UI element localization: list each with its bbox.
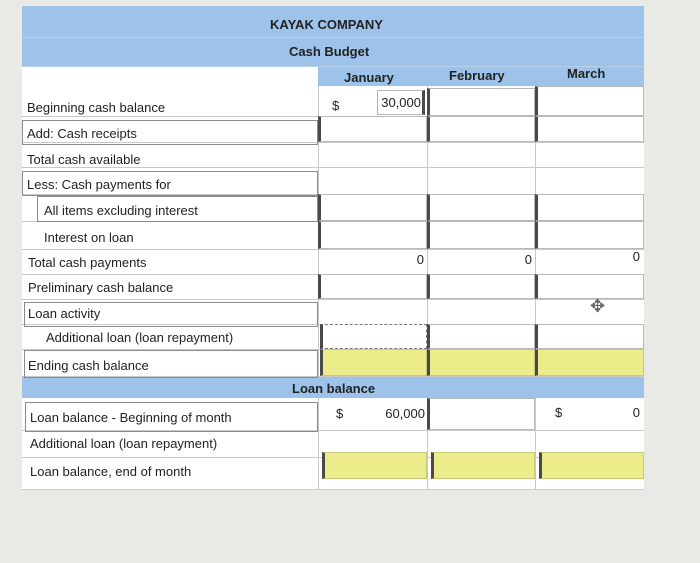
jan-interest-input[interactable] [318, 221, 427, 249]
row-label-ending-cash: Ending cash balance [28, 358, 149, 373]
feb-loan-beginning-input[interactable] [427, 398, 535, 430]
row-label-cash-payments-for: Less: Cash payments for [27, 177, 171, 192]
jan-loan-end-input[interactable] [322, 452, 427, 479]
feb-loan-activity-input[interactable] [427, 274, 535, 299]
mar-ending-cash-input[interactable] [535, 349, 644, 376]
feb-all-items-input[interactable] [427, 194, 535, 221]
row-label-loan-activity: Loan activity [28, 306, 101, 321]
jan-beginning-cash-value: 30,000 [381, 95, 421, 110]
jan-total-payments-value: 0 [416, 252, 424, 267]
row-label-cash-receipts: Add: Cash receipts [27, 126, 137, 141]
jan-loan-activity-input[interactable] [318, 274, 427, 299]
feb-cash-receipts-input[interactable] [427, 116, 535, 142]
move-cursor-icon: ✥ [590, 296, 606, 316]
mar-beginning-cash-input[interactable] [535, 86, 644, 116]
month-header-february: February [449, 68, 505, 83]
jan-cash-receipts-input[interactable] [318, 116, 427, 142]
month-header-january: January [344, 70, 394, 85]
feb-ending-cash-input[interactable] [427, 349, 535, 376]
feb-total-payments-value: 0 [524, 252, 532, 267]
company-name: KAYAK COMPANY [270, 17, 383, 32]
feb-interest-input[interactable] [427, 221, 535, 249]
mar-cash-receipts-input[interactable] [535, 116, 644, 142]
row-label-total-cash-available: Total cash available [27, 152, 141, 167]
budget-title: Cash Budget [289, 44, 370, 59]
mar-all-items-input[interactable] [535, 194, 644, 221]
feb-additional-loan-input[interactable] [427, 324, 535, 349]
row-label-preliminary-cash: Preliminary cash balance [28, 280, 174, 295]
loan-label-end-of-month: Loan balance, end of month [30, 464, 192, 479]
jan-loan-beginning-value: 60,000 [385, 406, 425, 421]
loan-label-beginning: Loan balance - Beginning of month [30, 410, 232, 425]
mar-loan-beginning-value: 0 [632, 405, 640, 420]
mar-loan-end-input[interactable] [539, 452, 644, 479]
feb-beginning-cash-input[interactable] [427, 88, 535, 116]
jan-all-items-input[interactable] [318, 194, 427, 221]
loan-balance-title: Loan balance [292, 381, 376, 396]
feb-loan-end-input[interactable] [431, 452, 535, 479]
row-label-total-cash-payments: Total cash payments [28, 255, 147, 270]
jan-additional-loan-input[interactable] [320, 324, 427, 349]
row-label-interest-on-loan: Interest on loan [44, 230, 134, 245]
mar-total-payments-value: 0 [632, 249, 640, 264]
jan-beginning-dollar-sign: $ [332, 98, 340, 113]
row-label-additional-loan: Additional loan (loan repayment) [46, 330, 234, 345]
mar-additional-loan-input[interactable] [535, 324, 644, 349]
loan-label-additional: Additional loan (loan repayment) [30, 436, 218, 451]
jan-ending-cash-input[interactable] [320, 349, 427, 376]
mar-interest-input[interactable] [535, 221, 644, 249]
row-label-beginning-cash: Beginning cash balance [27, 100, 166, 115]
row-label-all-items: All items excluding interest [44, 203, 198, 218]
month-header-march: March [567, 66, 606, 81]
mar-loan-dollar-sign: $ [555, 405, 563, 420]
cash-budget-sheet [22, 6, 644, 490]
jan-loan-dollar-sign: $ [336, 406, 344, 421]
